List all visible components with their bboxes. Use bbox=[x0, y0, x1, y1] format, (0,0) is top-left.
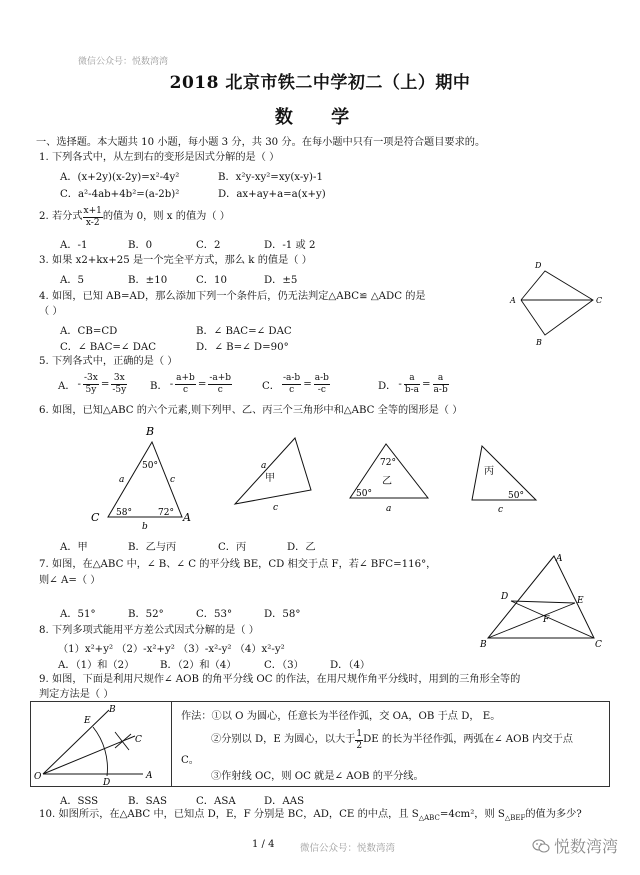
q6-jia-label: 甲 bbox=[265, 473, 275, 484]
q10-mid: =4cm²，则 S bbox=[439, 809, 505, 820]
q8-stem: 8. 下列多项式能用平方差公式因式分解的是（ ） bbox=[39, 625, 259, 636]
watermark-top: 微信公众号：悦数湾湾 bbox=[78, 57, 169, 67]
q6-angle-c: 58° bbox=[116, 508, 132, 518]
q9-step-2-num: 1 bbox=[356, 728, 363, 739]
q9-step-2-end: C。 bbox=[181, 755, 199, 766]
q9-label-e: E bbox=[84, 716, 91, 726]
q7-option-a: A．51° bbox=[60, 609, 96, 620]
q5-a-sign: - bbox=[77, 378, 81, 390]
q9-figure bbox=[31, 702, 171, 786]
q7-label-b: B bbox=[480, 640, 487, 648]
q5-c-d2: -c bbox=[317, 384, 326, 395]
q5-a-label: A． bbox=[58, 380, 76, 392]
q7-label-a: A bbox=[556, 554, 563, 564]
page-number: 1 / 4 bbox=[252, 839, 275, 850]
q5-option-c bbox=[262, 370, 330, 398]
q9-step-1: 作法：①以 O 为圆心，任意长为半径作弧，交 OA，OB 于点 D， E。 bbox=[181, 711, 501, 722]
q5-c-frac-right bbox=[314, 373, 330, 396]
q8-items: （1）x²+y² （2）-x²+y² （3）-x²-y² （4）x²-y² bbox=[58, 644, 285, 655]
q6-triangle-yi bbox=[342, 438, 432, 518]
q3-option-b: B．±10 bbox=[128, 275, 168, 286]
q4-label-a: A bbox=[510, 296, 516, 305]
q5-c-n2: a-b bbox=[314, 372, 329, 383]
q8-option-a: A．（1）和（2） bbox=[58, 660, 135, 671]
q5-c-n1: -a-b bbox=[282, 372, 301, 383]
q10-sub-abc: △ABC bbox=[418, 814, 440, 823]
q7-segment-de bbox=[511, 601, 575, 603]
q1-option-c: C．a²-4ab+4b²=(a-2b)² bbox=[60, 189, 180, 200]
q4-option-c: C．∠ BAC=∠ DAC bbox=[60, 342, 157, 353]
q6-jia-shape bbox=[235, 438, 311, 504]
q4-label-b: B bbox=[536, 338, 542, 347]
q3-option-c: C．10 bbox=[196, 275, 227, 286]
q7-bisector-cd bbox=[511, 601, 594, 638]
brand-name: 悦数湾湾 bbox=[554, 837, 619, 856]
q5-a-frac-left bbox=[83, 373, 99, 396]
q5-option-d bbox=[378, 370, 449, 398]
q4-option-d: D．∠ B=∠ D=90° bbox=[196, 342, 289, 353]
q4-label-c: C bbox=[596, 296, 603, 305]
q10-post: 的值为多少? bbox=[525, 809, 582, 820]
q8-option-d: D．（4） bbox=[330, 660, 371, 671]
q5-a-d2: -5y bbox=[112, 384, 127, 395]
q10-pre: 10. 如图所示，在△ABC 中，已知点 D，E，F 分别是 BC，AD，CE 的中点，且 S bbox=[39, 809, 419, 820]
q4-option-a: A．CB=CD bbox=[60, 326, 118, 337]
q5-b-frac-right bbox=[208, 373, 232, 396]
q5-d-eq: = bbox=[421, 378, 431, 390]
q5-d-frac-right bbox=[433, 373, 449, 396]
q9-arc-mark-2 bbox=[115, 734, 131, 748]
q10-stem bbox=[39, 808, 582, 825]
q9-arc-mark-1 bbox=[115, 732, 129, 750]
q3-stem: 3. 如果 x2+kx+25 是一个完全平方式，那么 k 的值是（ ） bbox=[39, 255, 312, 266]
q9-label-b: B bbox=[109, 705, 116, 715]
q6-triangle-jia bbox=[225, 432, 320, 517]
q8-option-c: C．（3） bbox=[264, 660, 304, 671]
subject-title: 数 学 bbox=[274, 107, 366, 128]
q2-option-c: C．2 bbox=[196, 240, 221, 251]
q3-option-a: A．5 bbox=[60, 275, 85, 286]
q7-option-d: D．58° bbox=[264, 609, 301, 620]
q9-option-c: C．ASA bbox=[196, 796, 236, 807]
q6-option-a: A．甲 bbox=[60, 542, 88, 553]
q5-option-b bbox=[150, 370, 232, 398]
q6-side-b: b bbox=[142, 522, 148, 532]
q5-c-label: C． bbox=[262, 380, 280, 392]
q7-option-b: B．52° bbox=[128, 609, 164, 620]
q7-bisector-be bbox=[488, 603, 575, 638]
q3-option-d: D．±5 bbox=[264, 275, 298, 286]
q10-sub-bef: △BEF bbox=[504, 814, 526, 823]
q9-option-d: D．AAS bbox=[264, 796, 305, 807]
q2-fraction bbox=[83, 206, 103, 229]
q9-step-2 bbox=[211, 728, 573, 752]
q5-a-d1: 5y bbox=[85, 384, 97, 395]
q8-option-b: B．（2）和（4） bbox=[160, 660, 237, 671]
q6-bing-side-c: c bbox=[498, 505, 504, 515]
q5-b-sign: - bbox=[169, 378, 174, 390]
q5-b-d2: c bbox=[217, 384, 223, 395]
q9-label-d: D bbox=[103, 778, 111, 786]
q6-yi-side-a: a bbox=[386, 504, 392, 514]
q9-step-2-frac bbox=[355, 729, 363, 752]
q5-b-eq: = bbox=[197, 378, 207, 390]
q5-a-n2: 3x bbox=[111, 373, 127, 385]
q4-paren: （ ） bbox=[39, 306, 63, 317]
q6-bing-angle-50: 50° bbox=[508, 491, 524, 501]
q7-label-d: D bbox=[501, 592, 509, 602]
q9-label-a: A bbox=[146, 771, 153, 781]
q4-label-d: D bbox=[535, 261, 542, 270]
q7-label-e: E bbox=[577, 596, 584, 606]
q9-label-c: C bbox=[135, 735, 142, 745]
q5-a-eq: = bbox=[100, 378, 110, 390]
q2-stem-pre: 2. 若分式 bbox=[39, 211, 83, 222]
q6-yi-label: 乙 bbox=[382, 476, 392, 487]
q6-bing-shape bbox=[472, 446, 536, 500]
q6-jia-side-a: a bbox=[261, 461, 267, 471]
q5-a-n1: -3x bbox=[84, 372, 98, 383]
wechat-icon bbox=[532, 838, 550, 854]
q6-angle-b: 50° bbox=[142, 461, 158, 471]
q6-triangle-abc bbox=[86, 420, 196, 532]
q4-option-b: B．∠ BAC=∠ DAC bbox=[196, 326, 292, 337]
q5-c-d1: c bbox=[289, 384, 295, 395]
q5-b-d1: c bbox=[182, 384, 188, 395]
q9-step-3: ③作射线 OC，则 OC 就是∠ AOB 的平分线。 bbox=[211, 771, 424, 782]
q7-label-f: F bbox=[543, 615, 550, 625]
q2-option-d: D．-1 或 2 bbox=[264, 240, 316, 251]
q6-option-d: D．乙 bbox=[287, 542, 316, 553]
q9-ray-oc bbox=[43, 736, 135, 774]
q1-option-a: A．(x+2y)(x-2y)=x²-4y² bbox=[60, 172, 180, 183]
q5-d-d1: b-a bbox=[404, 384, 419, 395]
q7-figure bbox=[476, 548, 608, 648]
q5-d-sign: - bbox=[398, 378, 402, 390]
watermark-bottom: 微信公众号：悦数湾湾 bbox=[300, 843, 396, 854]
q6-bing-label: 丙 bbox=[484, 466, 494, 477]
q2-stem-post: 的值为 0，则 x 的值为（ ） bbox=[102, 211, 230, 222]
q5-b-frac-left bbox=[175, 373, 196, 396]
q6-yi-angle-50: 50° bbox=[356, 489, 372, 499]
q5-d-d2: a-b bbox=[433, 384, 448, 395]
q7-stem-2: 则∠ A=（ ） bbox=[39, 575, 101, 586]
q6-yi-angle-72: 72° bbox=[380, 458, 396, 468]
q9-option-b: B．SAS bbox=[128, 796, 167, 807]
q9-stem-1: 9. 如图，下面是利用尺规作∠ AOB 的角平分线 OC 的作法，在用尺规作角平分线时，用到的三角形全等的 bbox=[39, 674, 521, 685]
q6-triangle-bing bbox=[462, 440, 542, 520]
q9-label-o: O bbox=[34, 772, 42, 782]
q9-method-box bbox=[30, 701, 610, 787]
q5-a-frac-right bbox=[111, 373, 127, 396]
q6-option-c: C．丙 bbox=[218, 542, 247, 553]
q9-step-2-pre: ②分别以 D，E 为圆心，以大于 bbox=[211, 734, 356, 745]
q5-d-label: D． bbox=[378, 380, 397, 392]
q2-option-a: A．-1 bbox=[60, 240, 88, 251]
q5-b-label: B． bbox=[150, 380, 168, 392]
q9-step-2-post: DE 的长为半径作弧，两弧在∠ AOB 内交于点 bbox=[363, 734, 573, 745]
q9-stem-2: 判定方法是（ ） bbox=[39, 689, 114, 700]
q5-d-n2: a bbox=[433, 373, 449, 385]
q5-c-eq: = bbox=[303, 378, 312, 390]
q6-angle-a: 72° bbox=[158, 508, 174, 518]
q4-quadrilateral bbox=[521, 271, 593, 335]
q5-d-n1: a bbox=[404, 373, 420, 385]
q9-box-divider bbox=[171, 702, 172, 786]
q1-option-b: B．x²y-xy²=xy(x-y)-1 bbox=[218, 172, 323, 183]
q5-stem: 5. 下列各式中，正确的是（ ） bbox=[39, 356, 178, 367]
q7-option-c: C．53° bbox=[196, 609, 233, 620]
brand-badge bbox=[532, 834, 618, 857]
q1-stem: 1. 下列各式中，从左到右的变形是因式分解的是（ ） bbox=[39, 152, 280, 163]
q6-option-b: B．乙与丙 bbox=[128, 542, 177, 553]
q9-option-a: A．SSS bbox=[60, 796, 99, 807]
section-heading: 一、选择题。本大题共 10 小题，每小题 3 分，共 30 分。在每小题中只有一项是符合题目要求的。 bbox=[36, 137, 486, 148]
q2-stem bbox=[39, 204, 230, 230]
q6-label-b: B bbox=[146, 425, 155, 438]
q9-ray-ob bbox=[43, 710, 109, 774]
q6-label-c: C bbox=[91, 511, 100, 524]
q6-side-c: c bbox=[170, 475, 176, 485]
q5-c-frac-left bbox=[282, 373, 301, 396]
q5-b-n1: a+b bbox=[176, 372, 195, 383]
q6-jia-side-c: c bbox=[273, 503, 279, 513]
q9-arc-main bbox=[93, 727, 107, 776]
q7-stem-1: 7. 如图，在△ABC 中，∠ B、∠ C 的平分线 BE，CD 相交于点 F，若∠ BFC=116°， bbox=[39, 559, 437, 570]
q2-numerator: x+1 bbox=[83, 205, 102, 216]
q1-option-d: D．ax+ay+a=a(x+y) bbox=[218, 189, 326, 200]
q2-denominator: x-2 bbox=[85, 217, 100, 228]
q6-side-a: a bbox=[119, 475, 125, 485]
q4-stem: 4. 如图，已知 AB=AD，那么添加下列一个条件后，仍无法判定△ABC≌ △ADC 的是 bbox=[39, 291, 426, 302]
q5-d-frac-left bbox=[404, 373, 420, 396]
q7-label-c: C bbox=[595, 640, 602, 648]
page-title: 2018 北京市铁二中学初二（上）期中 bbox=[169, 73, 471, 93]
q6-label-a: A bbox=[183, 511, 191, 524]
q6-stem: 6. 如图，已知△ABC 的六个元素,则下列甲、乙、丙三个三角形中和△ABC 全等的图形是（ ） bbox=[39, 405, 463, 416]
q5-b-n2: -a+b bbox=[209, 372, 232, 383]
q9-step-2-den: 2 bbox=[356, 740, 363, 751]
q2-option-b: B．0 bbox=[128, 240, 153, 251]
q4-figure bbox=[505, 255, 615, 350]
q5-option-a bbox=[58, 370, 127, 398]
